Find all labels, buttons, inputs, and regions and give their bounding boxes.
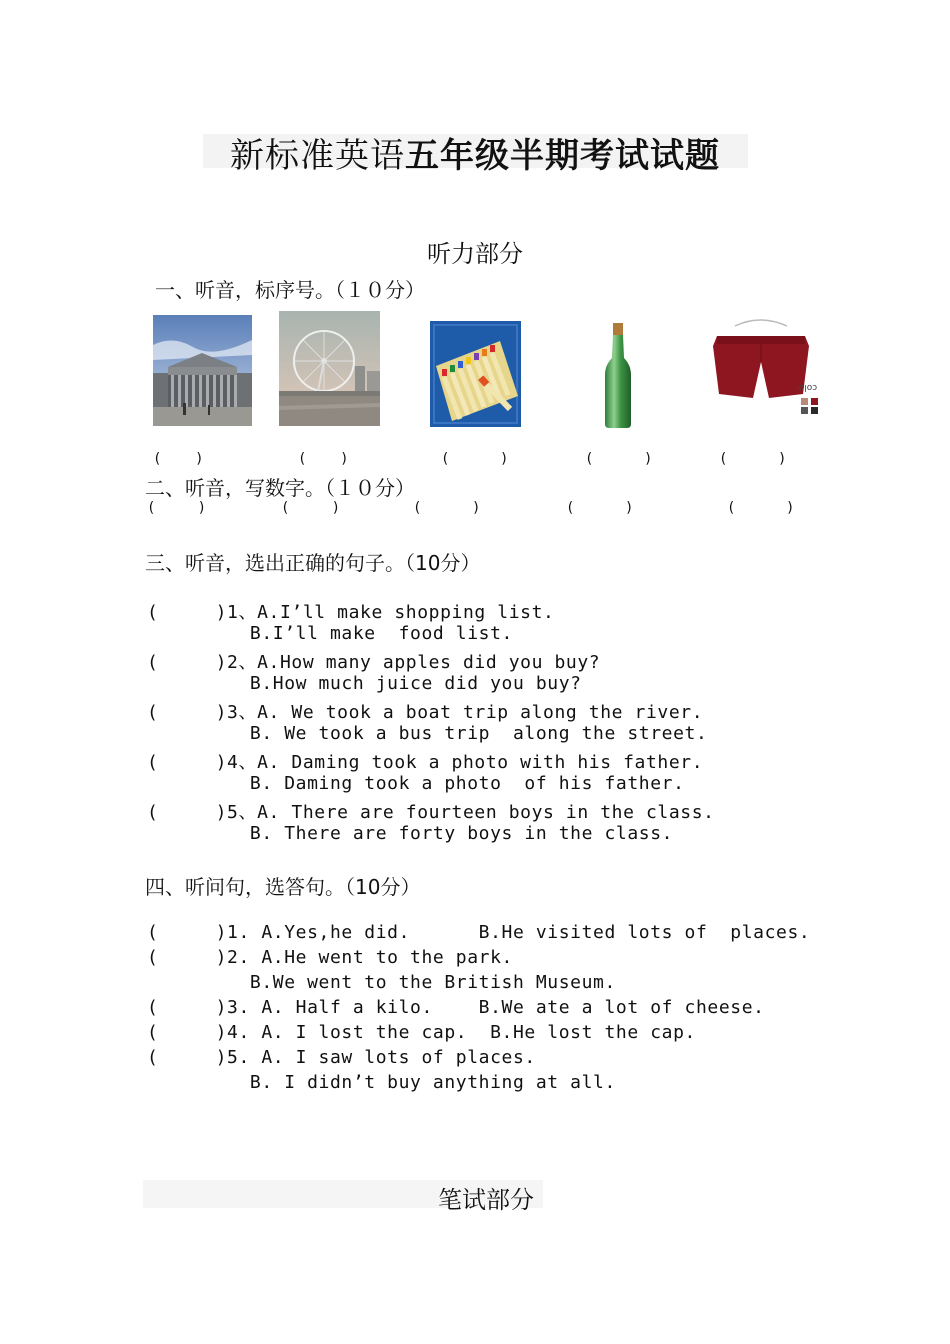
section2-heading: 二、听音，写数字。（１０分） [145, 476, 415, 500]
answer-blank[interactable]: ( ) [147, 500, 207, 516]
question-line: ( )3. A. Half a kilo. B.We ate a lot of cheese. [147, 997, 765, 1018]
page-title [0, 128, 950, 177]
question-line: ( )4. A. I lost the cap. B.He lost the cap. [147, 1022, 696, 1043]
question-line: ( )5. A. I saw lots of places. [147, 1047, 536, 1068]
color-swatch [811, 398, 818, 405]
question-line: B.How much juice did you buy? [147, 673, 582, 694]
question-line: B. Daming took a photo of his father. [147, 773, 685, 794]
question-line: ( )2、A.How many apples did you buy? [147, 652, 601, 673]
question-line: B.We went to the British Museum. [147, 972, 616, 993]
answer-blank[interactable]: ( ) [727, 500, 795, 516]
question-line: B. I didn’t buy anything at all. [147, 1072, 616, 1093]
answer-blank[interactable]: ( ) [413, 500, 481, 516]
shorts-image [705, 314, 827, 418]
question-line: B.I’ll make food list. [147, 623, 513, 644]
question-line: ( )4、A. Daming took a photo with his father. [147, 752, 704, 773]
question-line: ( )1、A.I’ll make shopping list. [147, 602, 555, 623]
answer-blank[interactable]: ( ) [153, 451, 204, 467]
color-swatch [801, 407, 808, 414]
british-museum-image [153, 315, 252, 426]
question-line: ( )5、A. There are fourteen boys in the class. [147, 802, 715, 823]
written-header: 笔试部分 [438, 1186, 534, 1214]
question-line: B. We took a bus trip along the street. [147, 723, 708, 744]
crayons-image [430, 321, 521, 427]
section3-heading: 三、听音，选出正确的句子。（10分） [145, 551, 481, 575]
section4-heading: 四、听问句，选答句。（10分） [145, 875, 421, 899]
title-part-2: 五年级半期考试试题 [405, 136, 720, 176]
question-line: ( )2. A.He went to the park. [147, 947, 513, 968]
london-eye-image [279, 311, 380, 426]
question-line: B. There are forty boys in the class. [147, 823, 674, 844]
answer-blank[interactable]: ( ) [441, 451, 509, 467]
listening-header: 听力部分 [427, 240, 523, 268]
section1-heading: 一、听音，标序号。（１０分） [155, 278, 425, 302]
answer-blank[interactable]: ( ) [585, 451, 653, 467]
question-line: ( )3、A. We took a boat trip along the river. [147, 702, 704, 723]
bottle-image [598, 320, 638, 430]
answer-blank[interactable]: ( ) [566, 500, 634, 516]
color-swatch [801, 398, 808, 405]
shorts-color-tag: color [795, 382, 818, 392]
question-line: ( )1. A.Yes,he did. B.He visited lots of places. [147, 922, 811, 943]
title-part-1: 新标准英语 [230, 136, 405, 176]
answer-blank[interactable]: ( ) [298, 451, 349, 467]
answer-blank[interactable]: ( ) [719, 451, 787, 467]
answer-blank[interactable]: ( ) [281, 500, 341, 516]
color-swatch [811, 407, 818, 414]
